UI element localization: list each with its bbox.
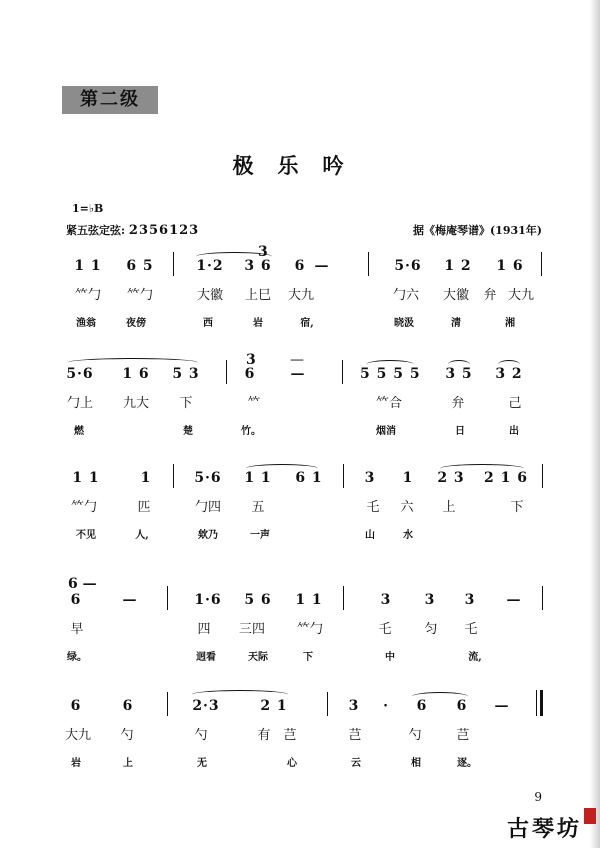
bar-line [342,360,343,384]
piece-title: 极乐吟 [232,153,368,178]
tab-symbol: 乇 [464,622,478,637]
source-citation: 据《梅庵琴谱》(1931年) [412,224,542,237]
score-row [0,576,600,702]
lyric: 流, [468,652,482,663]
tab-symbol: 五 [251,500,265,515]
lyric: 相 [411,758,421,769]
lyric: 湘 [505,318,515,329]
note-group: 3 [380,592,392,608]
tab-symbol: 下 [510,500,524,515]
watermark-logo: 古琴坊 [506,816,582,842]
note-group: 1 [402,470,414,486]
note-group: 3 6 [244,258,272,274]
bar-line [541,252,542,276]
lyric: 岩 [253,318,263,329]
tab-symbol: 乇 [378,622,392,637]
note-group: — [290,366,306,382]
bar-line [226,360,227,384]
final-barline-thin [536,690,537,716]
note-group: 1 1 [244,470,272,486]
slur [68,358,198,367]
tab-symbol: 上 [442,500,456,515]
lyric: 烟消 [376,426,396,437]
note-group: 2 3 [437,470,465,486]
note-group: 5·6 [394,258,422,274]
tab-symbol: 弁 [451,396,465,411]
bar-line [542,464,543,488]
slur [192,690,288,699]
tab-symbol: 下 [179,396,193,411]
tab-symbol: 芑 [456,728,470,743]
note-group: 6 1 [295,470,323,486]
note-group: 5 6 [244,592,272,608]
lyric: 宿, [300,318,314,329]
tab-symbol: 乇 [366,500,380,515]
lyric: 绿。 [67,652,87,663]
note-group: — [122,592,138,608]
score-row [0,352,600,476]
tab-symbol: 𥫗合 [375,396,402,411]
tab-symbol: 𥫗勹 [126,288,153,303]
note-group: 3 [464,592,476,608]
slur [448,360,470,369]
score-row [0,470,600,580]
bar-line [327,692,328,716]
tab-symbol: 勺 [408,728,422,743]
tab-symbol: 𥫗勹 [296,622,323,637]
slur [498,360,520,369]
lyric: 山 [365,530,375,541]
note-group: 5·6 [66,366,94,382]
lyric: 中 [385,652,395,663]
tab-symbol: 勺 [194,728,208,743]
tab-symbol: 勹四 [194,500,221,515]
lyric: 一声 [250,530,270,541]
lyric: 晓汲 [394,318,414,329]
bar-line [173,252,174,276]
lyric: 逐。 [457,758,477,769]
tab-symbol: 勹上 [66,396,93,411]
note-group: 3 [348,698,360,714]
lyric: 楚 [183,426,193,437]
note-group: 1 6 [122,366,150,382]
note-group: 2·3 [192,698,220,714]
note-group: 1 2 [444,258,472,274]
lyric: 下 [303,652,313,663]
note-group: 5·6 [194,470,222,486]
tab-symbol: 匹 [137,500,151,515]
lyric: 心 [287,758,297,769]
slur [440,464,524,473]
note-group: 3 2 [495,366,523,382]
bar-line [542,586,543,610]
score-row [0,698,600,808]
tuning-line [66,222,199,238]
note-group: 1 6 [496,258,524,274]
tab-symbol: 勺 [120,728,134,743]
tab-symbol: 𥫗勹 [70,500,97,515]
lyric: 出 [509,426,519,437]
above-dash: — [290,352,304,368]
tab-symbol: 有 [257,728,271,743]
tab-symbol: 六 [400,500,414,515]
lyric: 欸乃 [198,530,218,541]
tab-symbol: 大徽 [196,288,223,303]
note-group: 5 3 [172,366,200,382]
lyric: 岩 [71,758,81,769]
note-group: 1 1 [72,470,100,486]
lyric: 竹。 [241,426,261,437]
note-group: 1 1 [295,592,323,608]
tab-symbol: 九大 [122,396,149,411]
note-group: 1 1 [74,258,102,274]
slur [412,692,468,701]
note-group: 2 1 [260,698,288,714]
lyric: 清 [451,318,461,329]
tab-symbol: 早 [70,622,84,637]
note-group: — [506,592,522,608]
tab-symbol: 𥫗 [247,396,261,411]
note-group: 1 [140,470,152,486]
lyric: 不见 [76,530,96,541]
above-note: 3 [258,244,268,260]
red-seal [584,808,596,824]
note-group: 6 [294,258,306,274]
note-group: 6 [244,366,256,382]
tab-symbol: 𥫗勹 [74,288,101,303]
tab-symbol: 芑 [283,728,297,743]
level-badge: 第二级 [62,86,158,114]
note-group: 6 [70,698,82,714]
above-note: 3 [246,352,256,368]
note-group: — [494,698,510,714]
lyric: 天际 [248,652,268,663]
bar-line [343,586,344,610]
tab-symbol: 大徽 [442,288,469,303]
tab-symbol: 勹六 [392,288,419,303]
note-group: 6 [416,698,428,714]
slur [246,464,318,473]
lyric: 上 [123,758,133,769]
final-barline-thick [540,690,543,716]
tuning-notes: 2356123 [128,223,200,238]
tab-symbol: 四 [197,622,211,637]
note-group: 6 [70,592,82,608]
note-group: 6 [122,698,134,714]
tab-symbol: 芑 [348,728,362,743]
bar-line [167,692,168,716]
tab-symbol: 大九 [507,288,534,303]
lyric: 西 [203,318,213,329]
lyric: 日 [455,426,465,437]
tab-symbol: 大九 [64,728,91,743]
lyric: 迥看 [196,652,216,663]
note-group: 2 1 6 [484,470,528,486]
lyric: 燃 [74,426,84,437]
note-group: 6 [456,698,468,714]
slur [196,252,272,261]
note-group: · [383,698,389,714]
note-group: 5 5 5 5 [360,366,421,382]
note-group: 1·2 [196,258,224,274]
note-group: 3 5 [445,366,473,382]
tab-symbol: 匀 [424,622,438,637]
tab-symbol: 弁 [483,288,497,303]
lyric: 无 [197,758,207,769]
note-group: 1·6 [194,592,222,608]
page-number: 9 [534,790,542,804]
lyric: 人, [135,530,149,541]
tab-symbol: 己 [508,396,522,411]
tuning-label: 紧五弦定弦: [66,224,126,237]
slur [366,360,414,369]
tab-symbol: 三四 [238,622,265,637]
bar-line [173,464,174,488]
above-note: 6 — [68,576,97,592]
lyric: 水 [403,530,413,541]
bar-line [343,464,344,488]
note-group: 3 [364,470,376,486]
bar-line [368,252,369,276]
note-group: 3 [424,592,436,608]
lyric: 夜傍 [126,318,146,329]
lyric: 渔翁 [76,318,96,329]
tab-symbol: 大九 [287,288,314,303]
bar-line [167,586,168,610]
lyric: 云 [351,758,361,769]
key-signature: 1=♭B [72,202,104,215]
note-group: — [314,258,330,274]
note-group: 6 5 [126,258,154,274]
tab-symbol: 上巳 [244,288,271,303]
